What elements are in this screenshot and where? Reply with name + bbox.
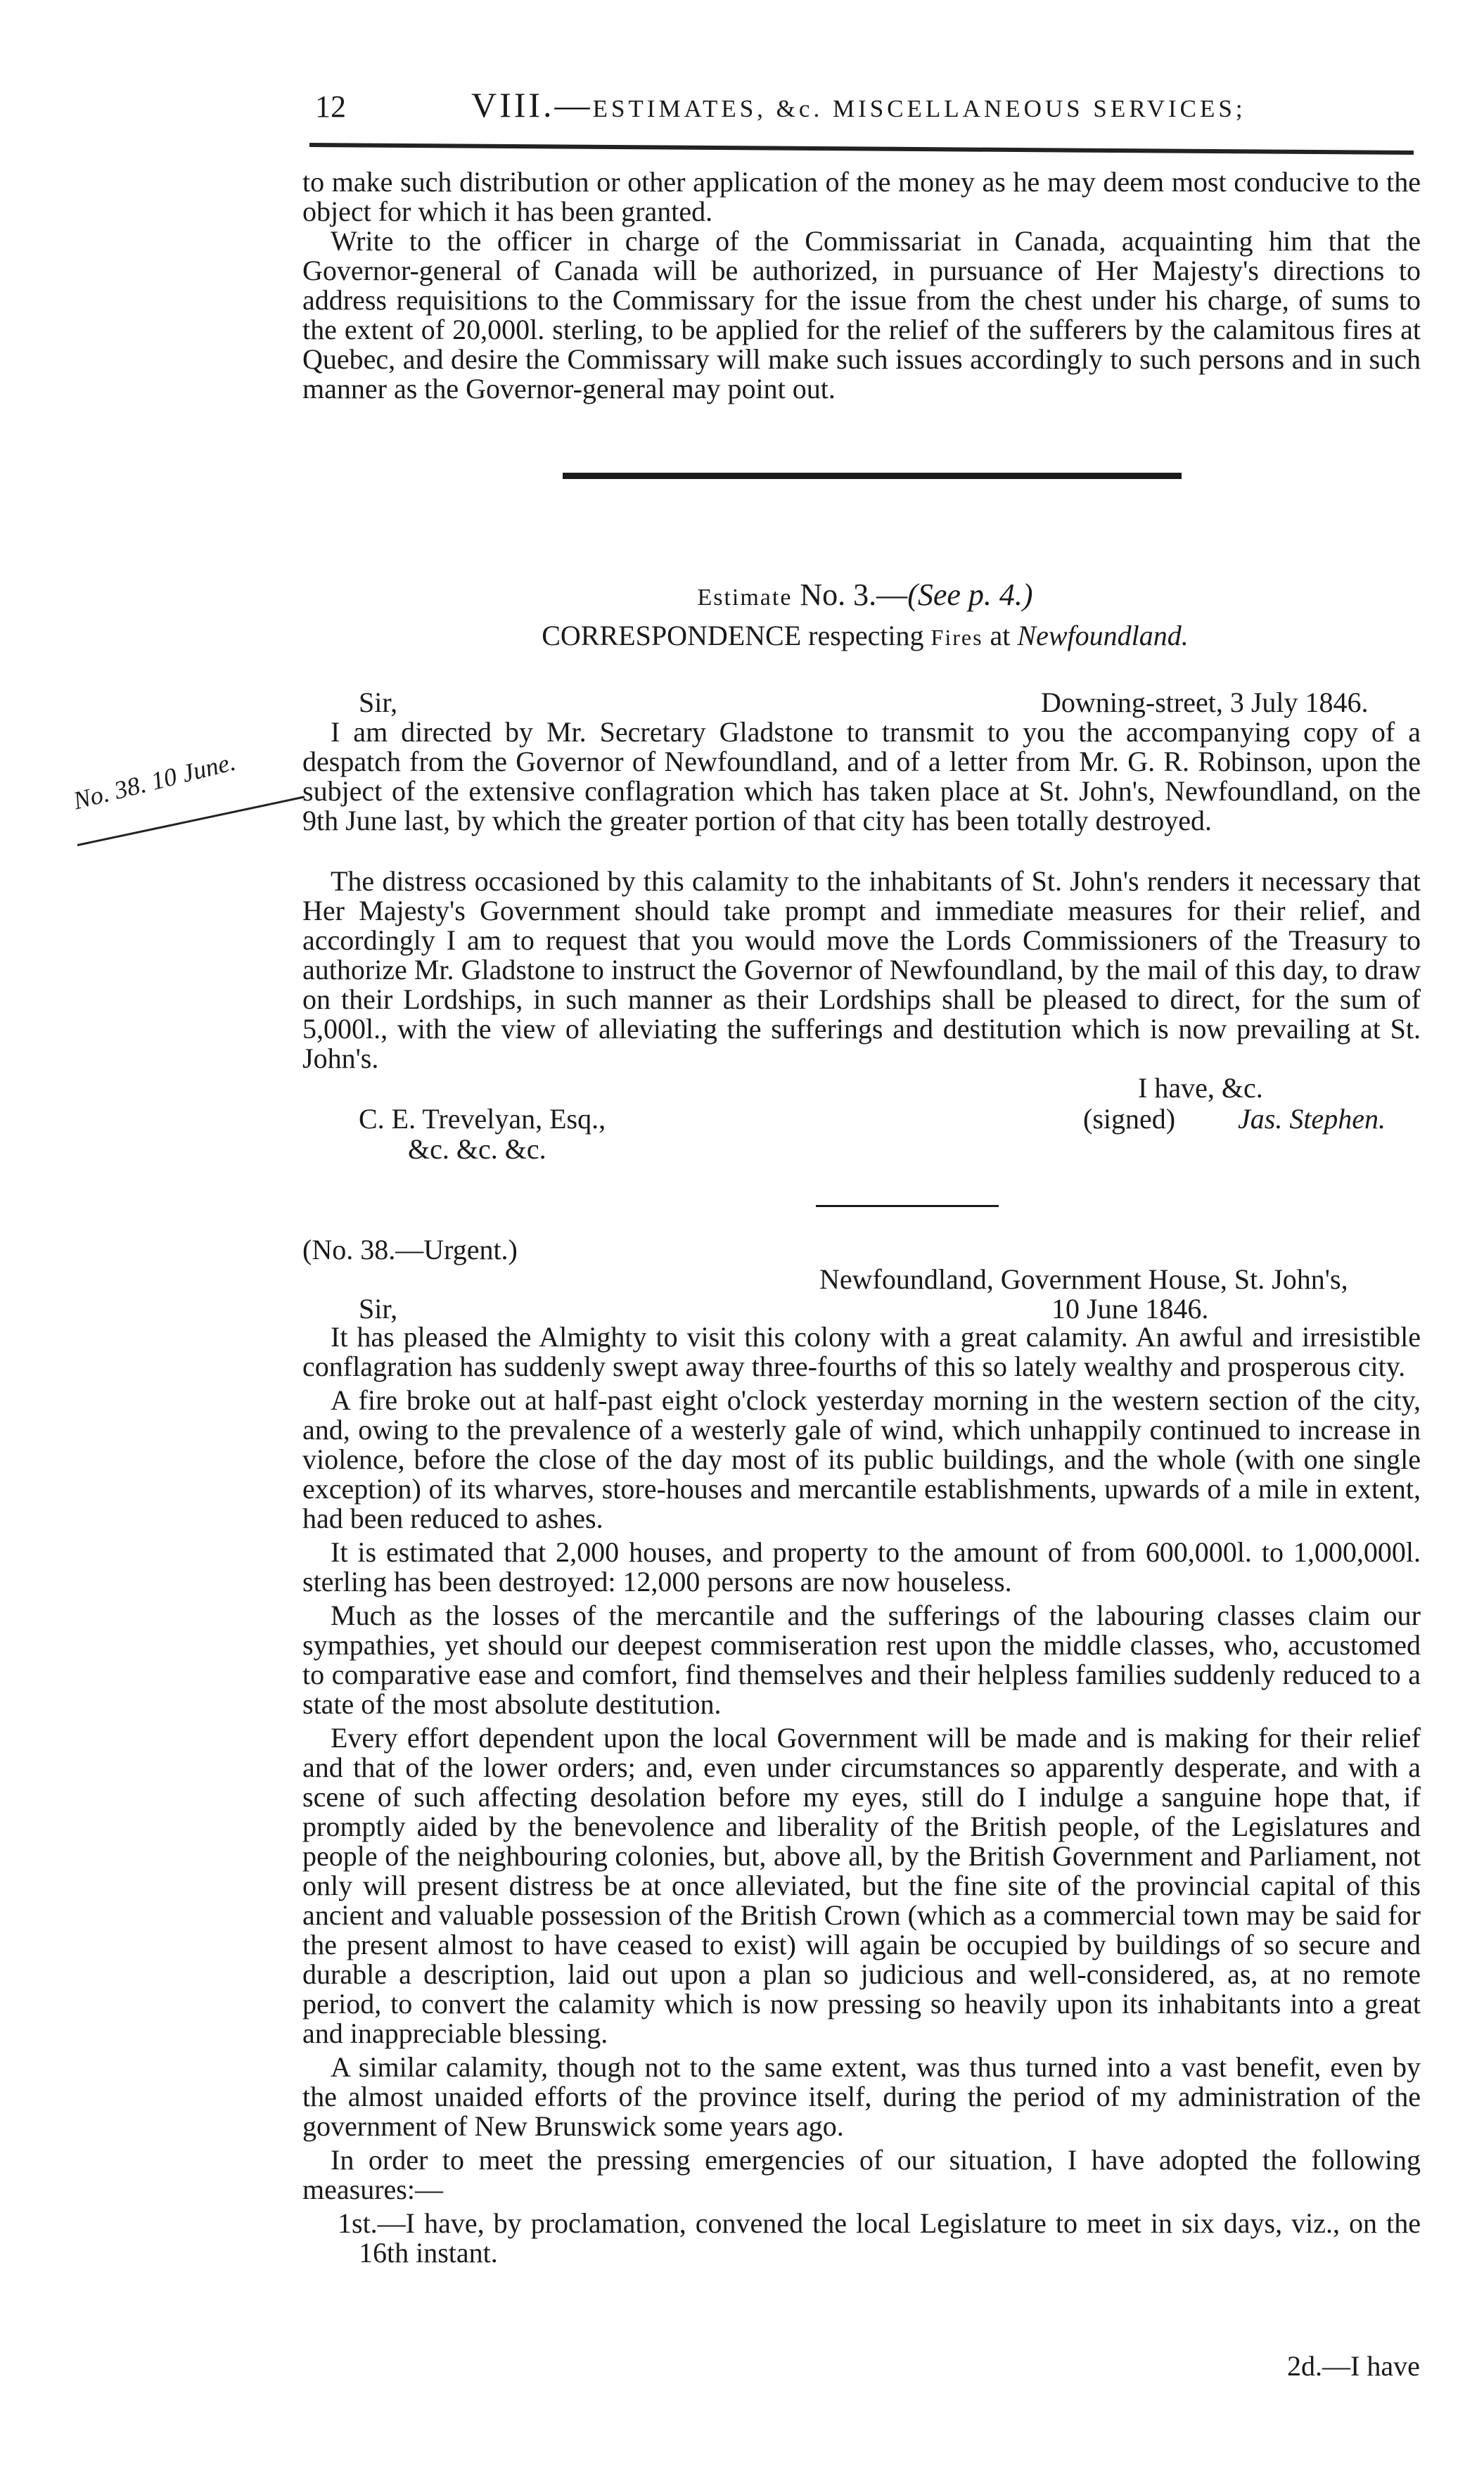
estimate-heading <box>309 577 1421 613</box>
letter2-body <box>302 1322 1421 2272</box>
running-head <box>471 84 1246 125</box>
page-header <box>309 83 1407 139</box>
running-head-text: ESTIMATES, &c. MISCELLANEOUS SERVICES; <box>592 95 1246 122</box>
letter1-signatory: Jas. Stephen. <box>1238 1103 1386 1135</box>
letter2-para: A fire broke out at half-past eight o'clock yesterday morning in the western section of the city, and, owing to the prevalence of a westerly gale of wind, which unhappily continued to increase in violence, before the close of the day most of its public buildings, and the whole (with one single exception) of its wharves, store-houses and mercantile establishments, upwards of a mile in extent, had been reduced to ashes. <box>302 1384 1421 1534</box>
letter-divider <box>816 1205 999 1207</box>
letter2-para: It is estimated that 2,000 houses, and property to the amount of from 600,000l. to 1,000,000l. sterling has been destroyed: 12,000 persons are now houseless. <box>302 1536 1421 1597</box>
correspondence-word: CORRESPONDENCE <box>542 620 802 651</box>
correspondence-respecting: respecting <box>808 620 924 651</box>
margin-note: No. 38. 10 June. <box>70 747 238 815</box>
letter1-body <box>302 717 1421 836</box>
section-divider <box>563 473 1182 479</box>
correspondence-fires: Fires <box>930 625 983 650</box>
letter2-para: Every effort dependent upon the local Government will be made and is making for their relief and that of the lower orders; and, even under circumstances so apparently desperate, and with a scene of such affecting desolation before my eyes, still do I indulge a sanguine hope that, if promptly aided by the benevolence and liberality of the British people, of the Legislatures and people of the neighbouring colonies, but, above all, by the British Government and Parliament, not only will present distress be at once alleviated, but the fine site of the provincial capital of this ancient and valuable possession of the British Crown (which as a commercial town may be said for the present almost to have ceased to exist) will again be occupied by buildings of so secure and durable a description, laid out upon a plan so judicious and well-considered, as, at no remote period, to convert the calamity which is now pressing so heavily upon its inhabitants into a great and inappreciable blessing. <box>302 1722 1421 2049</box>
estimate-label: Estimate <box>697 585 793 611</box>
correspondence-heading <box>309 619 1421 652</box>
correspondence-at: at <box>990 620 1011 651</box>
letter2-reference: (No. 38.—Urgent.) <box>302 1234 518 1265</box>
running-head-prefix: VIII.— <box>471 85 593 125</box>
letter1-addressee: C. E. Trevelyan, Esq., <box>359 1103 606 1135</box>
page-number: 12 <box>315 89 346 124</box>
letter1-para-2: The distress occasioned by this calamity to the inhabitants of St. John's renders it necessary that Her Majesty's Government should take prompt and immediate measures for their relief, and accordingly I am to request that you would move the Lords Commissioners of the Treasury to authorize Mr. Gladstone to instruct the Governor of Newfoundland, by the mail of this day, to draw on their Lordships, in such manner as their Lordships shall be pleased to direct, for the sum of 5,000l., with the view of alleviating the sufferings and destitution which is now prevailing at St. John's. <box>302 865 1421 1074</box>
letter2-para: Much as the losses of the mercantile and the sufferings of the labouring classes claim our sympathies, yet should our deepest commiseration rest upon the middle classes, who, accustomed to comparative ease and comfort, find themselves and their helpless families suddenly reduced to a state of the most absolute destitution. <box>302 1600 1421 1720</box>
letter2-place: Newfoundland, Government House, St. John's, <box>819 1263 1348 1295</box>
letter1-salutation: Sir, <box>359 687 398 718</box>
letter1-para-1: I am directed by Mr. Secretary Gladstone to transmit to you the accompanying copy of a despatch from the Governor of Newfoundland, and of a letter from Mr. G. R. Robinson, upon the subject of the extensive conflagration which has taken place at St. John's, Newfoundland, on the 9th June last, by which the greater portion of that city has been totally destroyed. <box>302 716 1421 836</box>
continuation-para-1: to make such distribution or other application of the money as he may deem most conducive to the object for which it has been granted. <box>302 166 1421 227</box>
letter2-para: It has pleased the Almighty to visit this colony with a great calamity. An awful and irresistible conflagration has suddenly swept away three-fourths of this so lately wealthy and prosperous city. <box>302 1321 1421 1382</box>
catchword: 2d.—I have <box>1287 2350 1420 2382</box>
continuation-para-2: Write to the officer in charge of the Commissariat in Canada, acquainting him that the Governor-general of Canada will be authorized, in pursuance of Her Majesty's directions to address requisitions to the Commissary for the issue from the chest under his charge, of sums to the extent of 20,000l. sterling, to be applied for the relief of the sufferers by the calamitous fires at Quebec, and desire the Commissary will make such issues accordingly to such persons and in such manner as the Governor-general may point out. <box>302 225 1421 404</box>
correspondence-place: Newfoundland. <box>1017 620 1189 651</box>
letter2-para: A similar calamity, though not to the same extent, was thus turned into a vast benefit, even by the almost unaided efforts of the province itself, during the period of my administration of the government of New Brunswick some years ago. <box>302 2051 1421 2142</box>
estimate-number: No. 3.— <box>800 578 908 612</box>
header-rule <box>309 143 1414 155</box>
letter2-para: In order to meet the pressing emergencies of our situation, I have adopted the following measures:— <box>302 2144 1421 2205</box>
letter1-closing: I have, &c. <box>1138 1072 1263 1104</box>
letter1-signed: (signed) <box>1083 1103 1176 1135</box>
estimate-see: (See p. 4.) <box>907 578 1033 612</box>
letter2-date: 10 June 1846. <box>1051 1293 1209 1325</box>
letter2-salutation: Sir, <box>359 1293 398 1325</box>
continuation-text <box>302 167 1421 404</box>
letter1-place-date: Downing-street, 3 July 1846. <box>1041 687 1369 718</box>
letter2-item-1: 1st.—I have, by proclamation, convened the local Legislature to meet in six days, viz., on the 16th instant. <box>338 2207 1421 2269</box>
letter1-addressee-etc: &c. &c. &c. <box>408 1133 546 1165</box>
letter1-body-2 <box>302 867 1421 1073</box>
